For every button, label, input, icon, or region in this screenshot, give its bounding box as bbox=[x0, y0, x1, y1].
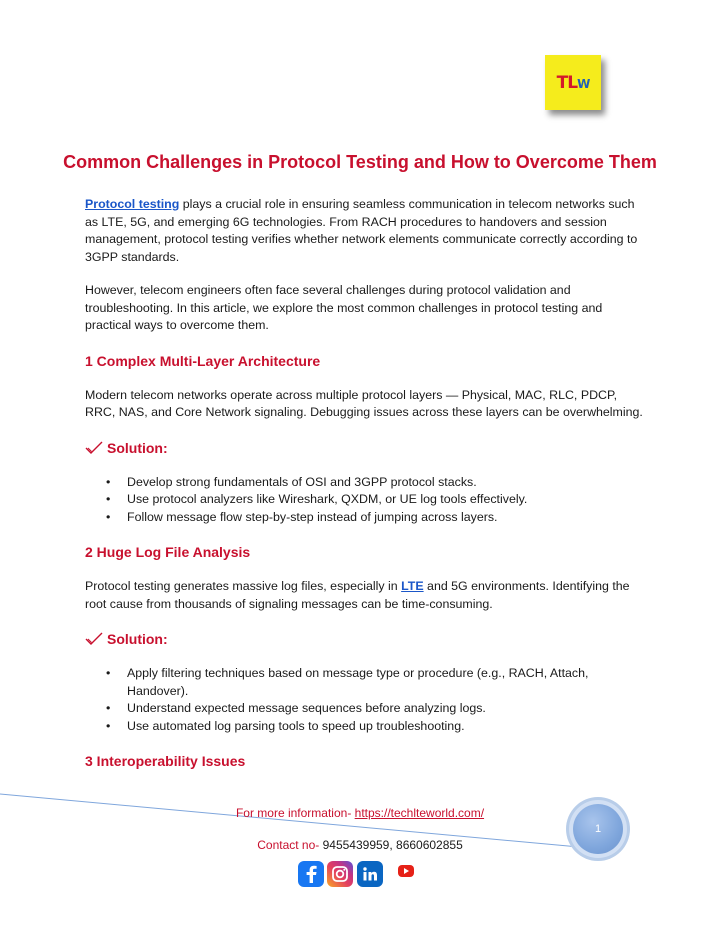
page-title: Common Challenges in Protocol Testing and How to Overcome Them bbox=[63, 152, 657, 172]
list-item: • Follow message flow step-by-step instead of jumping across layers. bbox=[127, 509, 645, 527]
solution-heading-2: Solution: bbox=[85, 629, 645, 649]
solution-list-1 bbox=[85, 474, 645, 527]
article-body bbox=[85, 196, 645, 771]
list-item: • Apply filtering techniques based on message type or procedure (e.g., RACH, Attach, Handover). bbox=[127, 665, 645, 700]
check-mark-icon bbox=[85, 632, 103, 646]
solution-list-2 bbox=[85, 665, 645, 735]
brand-logo bbox=[545, 55, 601, 110]
intro-paragraph: Protocol testing plays a crucial role in ensuring seamless communication in telecom networks such as LTE, 5G, and emerging 6G technologies. From RACH procedures to handovers and session management, protocol testing verifies whether network elements communicate correctly according to 3GPP standards. bbox=[85, 197, 638, 264]
facebook-icon[interactable] bbox=[298, 861, 324, 887]
lte-link[interactable]: LTE bbox=[401, 579, 424, 593]
footer-info: For more information- https://techlteworld.com/ bbox=[235, 806, 485, 820]
protocol-testing-link[interactable]: Protocol testing bbox=[85, 197, 180, 211]
section-heading-1: 1 Complex Multi-Layer Architecture bbox=[85, 352, 321, 369]
section-heading-2: 2 Huge Log File Analysis bbox=[85, 544, 251, 560]
list-item: • Develop strong fundamentals of OSI and 3GPP protocol stacks. bbox=[127, 474, 645, 492]
overview-paragraph: However, telecom engineers often face several challenges during protocol validation and troubleshooting. In this article, we explore the most common challenges in protocol testing and practical ways to overcome them. bbox=[85, 283, 603, 332]
check-mark-icon bbox=[85, 441, 103, 455]
list-item: • Use protocol analyzers like Wireshark, QXDM, or UE log tools effectively. bbox=[127, 491, 645, 509]
list-item: • Understand expected message sequences before analyzing logs. bbox=[127, 700, 645, 718]
website-link[interactable]: https://techlteworld.com/ bbox=[354, 806, 485, 820]
logo-mark: TLW bbox=[556, 72, 590, 93]
section-heading-3: 3 Interoperability Issues bbox=[85, 753, 246, 769]
linkedin-icon[interactable] bbox=[357, 861, 383, 887]
section-2-body: Protocol testing generates massive log files, especially in LTE and 5G environments. Identifying the root cause from thousands of signaling messages can be time-consuming. bbox=[85, 579, 630, 611]
list-item: • Use automated log parsing tools to speed up troubleshooting. bbox=[127, 718, 645, 736]
footer-contact: Contact no- 9455439959, 8660602855 bbox=[257, 838, 463, 852]
solution-heading-1: Solution: bbox=[85, 438, 645, 458]
instagram-icon[interactable] bbox=[327, 861, 353, 887]
youtube-icon[interactable] bbox=[398, 865, 414, 877]
section-1-body: Modern telecom networks operate across multiple protocol layers — Physical, MAC, RLC, PDCP, RRC, NAS, and Core Network signaling. Debugging issues across these layers can be overwhelming. bbox=[85, 387, 643, 419]
page-number-badge: 1 bbox=[573, 804, 623, 854]
